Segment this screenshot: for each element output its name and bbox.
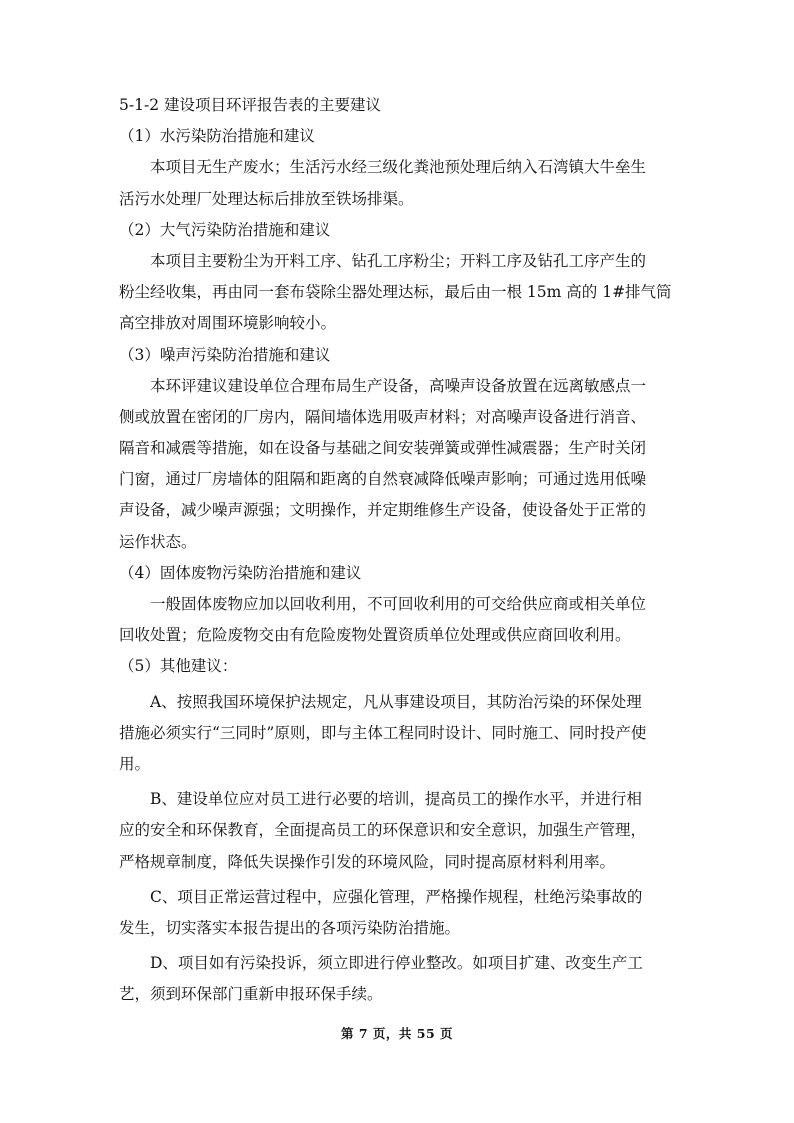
paragraph-line: 运作状态。 [119,532,197,551]
paragraph-line: 门窗，通过厂房墙体的阻隔和距离的自然衰减降低噪声影响；可通过选用低噪 [119,470,647,489]
page-number-label: 第 7 页，共 55 页 [341,1026,453,1041]
paragraph-line: 本项目无生产废水；生活污水经三级化粪池预处理后纳入石湾镇大牛垒生 [150,158,647,177]
paragraph-line: 回收处置；危险废物交由有危险废物处置资质单位处理或供应商回收利用。 [119,626,631,645]
subsection-heading-other: （5）其他建议： [119,657,238,676]
paragraph-line: 本环评建议建设单位合理布局生产设备，高噪声设备放置在远离敏感点一 [150,376,647,395]
suggestion-b-line: 严格规章制度，降低失误操作引发的环境风险，同时提高原材料利用率。 [119,852,616,871]
subsection-heading-solid-waste: （4）固体废物污染防治措施和建议 [119,563,362,582]
page-footer [0,1024,794,1042]
paragraph-line: 本项目主要粉尘为开料工序、钻孔工序粉尘；开料工序及钻孔工序产生的 [150,251,647,270]
suggestion-c-line: 发生，切实落实本报告提出的各项污染防治措施。 [119,918,461,937]
paragraph-line: 一般固体废物应加以回收利用，不可回收利用的可交给供应商或相关单位 [150,595,647,613]
suggestion-a-line: A、按照我国环境保护法规定，凡从事建设项目，其防治污染的环保处理 [150,692,642,711]
suggestion-b-line: B、建设单位应对员工进行必要的培训，提高员工的操作水平，并进行相 [150,790,642,809]
paragraph-line: 高空排放对周围环境影响较小。 [119,314,337,333]
paragraph-line: 粉尘经收集，再由同一套布袋除尘器处理达标，最后由一根 15m 高的 1#排气筒 [119,283,672,302]
paragraph-line: 活污水处理厂处理达标后排放至铁场排渠。 [119,189,414,208]
suggestion-a-line: 措施必须实行“三同时”原则，即与主体工程同时设计、同时施工、同时投产使 [119,723,647,742]
suggestion-c-line: C、项目正常运营过程中，应强化管理，严格操作规程，杜绝污染事故的 [150,887,643,906]
suggestion-d-line: D、项目如有污染投诉，须立即进行停业整改。如项目扩建、改变生产工 [150,954,643,973]
paragraph-line: 声设备，减少噪声源强；文明操作，并定期维修生产设备，使设备处于正常的 [119,501,647,520]
suggestion-a-line: 用。 [119,754,151,773]
document-body [119,90,679,1010]
paragraph-line: 侧或放置在密闭的厂房内，隔间墙体选用吸声材料；对高噪声设备进行消音、 [119,407,647,426]
section-heading: 5-1-2 建设项目环评报告表的主要建议 [119,96,381,114]
suggestion-d-line: 艺，须到环保部门重新申报环保手续。 [119,985,383,1004]
subsection-heading-water: （1）水污染防治措施和建议 [119,127,315,146]
subsection-heading-noise: （3）噪声污染防治措施和建议 [119,345,331,364]
subsection-heading-air: （2）大气污染防治措施和建议 [119,220,331,239]
paragraph-line: 隔音和减震等措施，如在设备与基础之间安装弹簧或弹性减震器；生产时关闭 [119,439,647,458]
suggestion-b-line: 应的安全和环保教育，全面提高员工的环保意识和安全意识，加强生产管理， [119,821,647,840]
